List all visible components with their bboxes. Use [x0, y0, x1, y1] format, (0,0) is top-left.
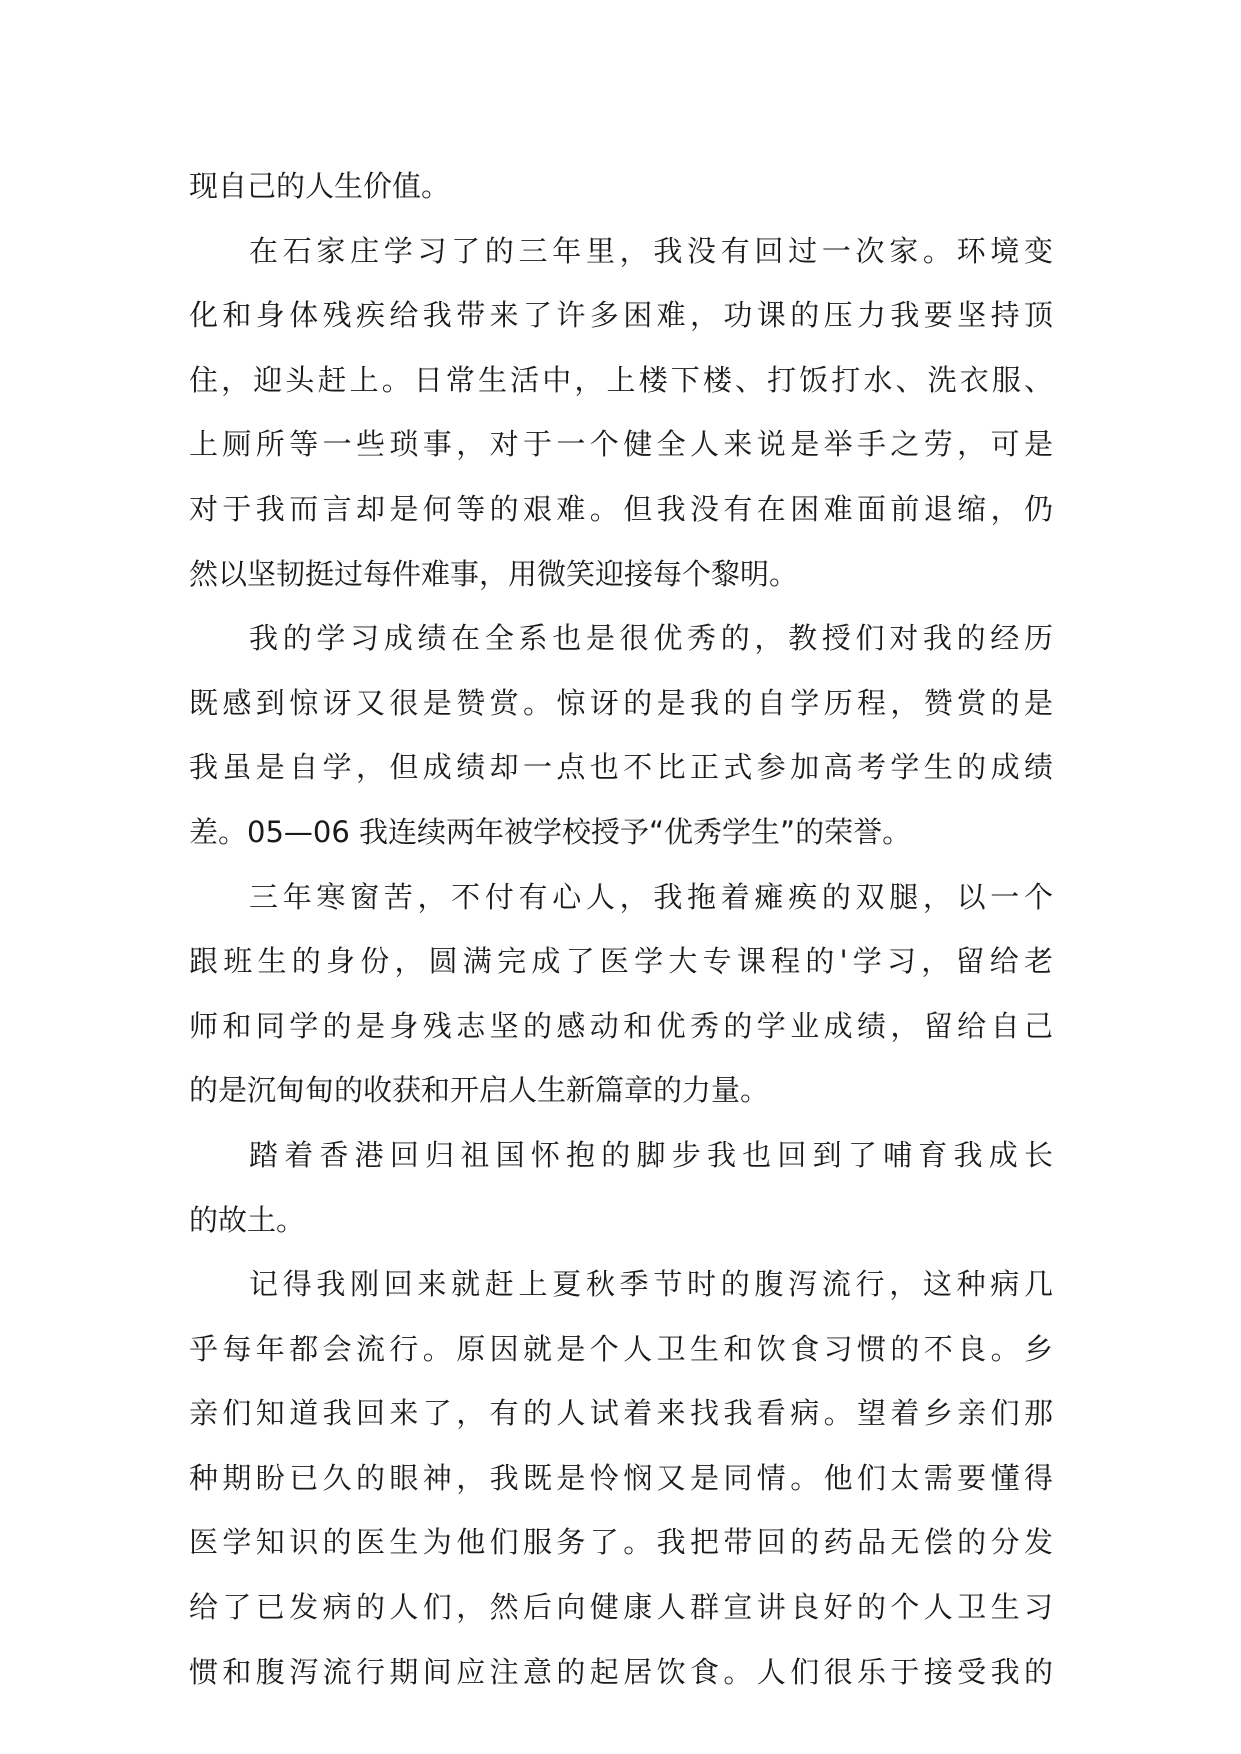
text-line: 踏着香港回归祖国怀抱的脚步我也回到了哺育我成长	[249, 1137, 1053, 1172]
text-line: 住，迎头赶上。日常生活中，上楼下楼、打饭打水、洗衣服、	[189, 362, 1053, 397]
text-line: 乎每年都会流行。原因就是个人卫生和饮食习惯的不良。乡	[189, 1331, 1053, 1366]
text-line: 的是沉甸甸的收获和开启人生新篇章的力量。	[189, 1073, 770, 1108]
text-line: 惯和腹泻流行期间应注意的起居饮食。人们很乐于接受我的	[189, 1654, 1053, 1689]
text-line: 医学知识的医生为他们服务了。我把带回的药品无偿的分发	[189, 1525, 1053, 1560]
text-line: 我的学习成绩在全系也是很优秀的，教授们对我的经历	[249, 621, 1053, 656]
text-line: 化和身体残疾给我带来了许多困难，功课的压力我要坚持顶	[189, 298, 1053, 333]
text-line: 上厕所等一些琐事，对于一个健全人来说是举手之劳，可是	[189, 427, 1053, 462]
text-line: 三年寒窗苦，不付有心人，我拖着瘫痪的双腿，以一个	[249, 879, 1053, 914]
text-line: 亲们知道我回来了，有的人试着来找我看病。望着乡亲们那	[189, 1396, 1053, 1431]
text-line: 现自己的人生价值。	[189, 169, 451, 203]
text-line: 我虽是自学，但成绩却一点也不比正式参加高考学生的成绩	[189, 750, 1053, 785]
body-text	[189, 154, 1053, 1704]
text-line: 在石家庄学习了的三年里，我没有回过一次家。环境变	[249, 233, 1053, 268]
text-line: 种期盼已久的眼神，我既是怜悯又是同情。他们太需要懂得	[189, 1460, 1053, 1495]
text-line: 对于我而言却是何等的艰难。但我没有在困难面前退缩，仍	[189, 491, 1053, 526]
text-line: 然以坚韧挺过每件难事，用微笑迎接每个黎明。	[189, 556, 799, 591]
text-line: 师和同学的是身残志坚的感动和优秀的学业成绩，留给自己	[189, 1008, 1053, 1043]
text-line: 记得我刚回来就赶上夏秋季节时的腹泻流行，这种病几	[249, 1267, 1053, 1302]
text-line: 跟班生的身份，圆满完成了医学大专课程的'学习，留给老	[189, 944, 1053, 979]
text-line: 的故土。	[189, 1202, 306, 1237]
text-line: 给了已发病的人们，然后向健康人群宣讲良好的个人卫生习	[189, 1590, 1053, 1625]
text-line: 既感到惊讶又很是赞赏。惊讶的是我的自学历程，赞赏的是	[189, 685, 1053, 720]
text-line: 差。05—06 我连续两年被学校授予“优秀学生”的荣誉。	[189, 814, 912, 849]
